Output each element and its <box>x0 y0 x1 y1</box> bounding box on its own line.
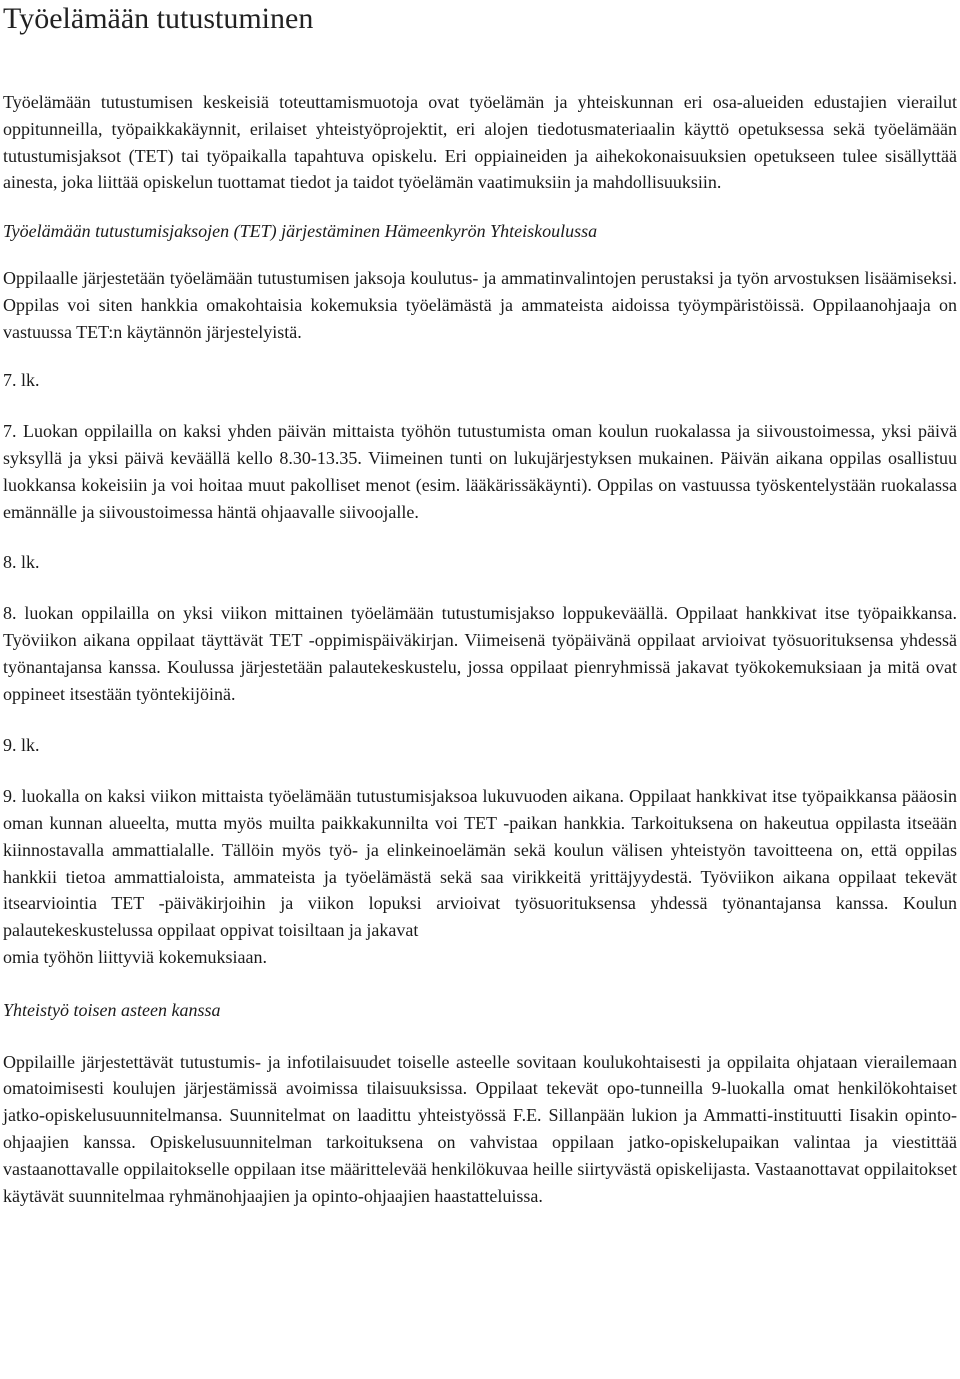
cooperation-paragraph: Oppilaille järjestettävät tutustumis- ja infotilaisuudet toiselle asteelle sovitaan koulukohtaisesti ja oppilaita ohjataan vierailemaan omatoimisesti koulujen järjestämissä avoimissa tilaisuuksissa. Oppilaat tekevät opo-tunneilla 9-luokalla omat henkilökohtaiset jatko-opiskelusuunnitelmansa. Suunnitelmat on laadittu yhteistyössä F.E. Sillanpään lukion ja Ammatti-instituutti Iisakin opinto-ohjaajien kanssa. Opiskelusuunnitelman tarkoituksena on vahvistaa oppilaan jatko-opiskelupaikan valintaa ja viestittää vastaanottavalle oppilaitokselle oppilaan itse määrittelevää henkilökuvaa heille siirtyvästä opiskelijasta. Vastaanottavat oppilaitokset käytävät suunnitelmaa ryhmänohjaajien ja opinto-ohjaajien haastatteluissa. <box>3 1051 957 1206</box>
page-title: Työelämään tutustuminen <box>3 2 314 35</box>
grade-7-label: 7. lk. <box>3 370 40 391</box>
cooperation-section-heading: Yhteistyö toisen asteen kanssa <box>3 999 221 1020</box>
grade-8-label: 8. lk. <box>3 552 40 573</box>
grade-9-paragraph: 9. luokalla on kaksi viikon mittaista työelämään tutustumisjaksoa lukuvuoden aikana. Oppilaat hankkivat itse työpaikkansa pääosin oman kunnan alueelta, mutta myös muilta paikkakunnilta voi TET -paikan hankkia. Tarkoituksena on hakeutua oppilasta itseään kiinnostavalla ammattialalle. Tällöin myös työ- ja elinkeinoelämän sekä koulun välisen yhteistyön tavoitteena on, että oppilas hankkii tietoa ammattialoista, ammateista ja työelämästä sekä saa virikkeitä yrittäjyydestä. Työviikon aikana oppilaat tekevät itsearviointia TET -päiväkirjoihin ja viikon lopuksi arvioivat työsuorituksensa yhdessä työnantajansa kanssa. Koulun palautekeskustelussa oppilaat oppivat toisiltaan ja jakavat <box>3 786 957 941</box>
grade-9-paragraph-end: omia työhön liittyviä kokemuksiaan. <box>3 946 267 967</box>
document-page <box>3 0 957 1209</box>
intro-paragraph: Työelämään tutustumisen keskeisiä toteuttamismuotoja ovat työelämän ja yhteiskunnan eri osa-alueiden edustajien vierailut oppitunneilla, työpaikkakäynnit, erilaiset yhteistyöprojektit, eri alojen tiedotusmateriaalin käyttö opetuksessa sekä työelämään tutustumisjaksot (TET) tai työpaikalla tapahtuva opiskelu. Eri oppiaineiden ja aihekokonaisuuksien opetukseen tulee sisällyttää ainesta, joka liittää opiskelun tuottamat tiedot ja taidot työelämän vaatimuksiin ja mahdollisuuksiin. <box>3 92 957 193</box>
tet-section-heading: Työelämään tutustumisjaksojen (TET) järjestäminen Hämeenkyrön Yhteiskoulussa <box>3 221 598 242</box>
tet-paragraph: Oppilaalle järjestetään työelämään tutustumisen jaksoja koulutus- ja ammatinvalintojen perustaksi ja työn arvostuksen lisäämiseksi. Oppilas voi siten hankkia omakohtaisia kokemuksia työelämästä ja ammateista aidoissa työympäristöissä. Oppilaanohjaaja on vastuussa TET:n käytännön järjestelyistä. <box>3 267 957 342</box>
grade-8-paragraph: 8. luokan oppilailla on yksi viikon mittainen työelämään tutustumisjakso loppukeväällä. Oppilaat hankkivat itse työpaikkansa. Työviikon aikana oppilaat täyttävät TET -oppimispäiväkirjan. Viimeisenä työpäivänä oppilaat arvioivat työsuorituksensa yhdessä työnantajansa kanssa. Koulussa järjestetään palautekeskustelu, jossa oppilaat pienryhmissä jakavat työkokemuksiaan ja mitä ovat oppineet itsestään työntekijöinä. <box>3 603 957 704</box>
grade-7-paragraph: 7. Luokan oppilailla on kaksi yhden päivän mittaista työhön tutustumista oman koulun ruokalassa ja siivoustoimessa, yksi päivä syksyllä ja yksi päivä keväällä kello 8.30-13.35. Viimeinen tunti on lukujärjestyksen mukainen. Päivän aikana oppilas osallistuu luokkansa kokeisiin ja voi hoitaa muut pakolliset menot (esim. lääkärissäkäynti). Oppilas on vastuussa työskentelystään ruokalassa emännälle ja siivoustoimessa häntä ohjaavalle siivoojalle. <box>3 421 957 522</box>
grade-9-label: 9. lk. <box>3 735 40 756</box>
